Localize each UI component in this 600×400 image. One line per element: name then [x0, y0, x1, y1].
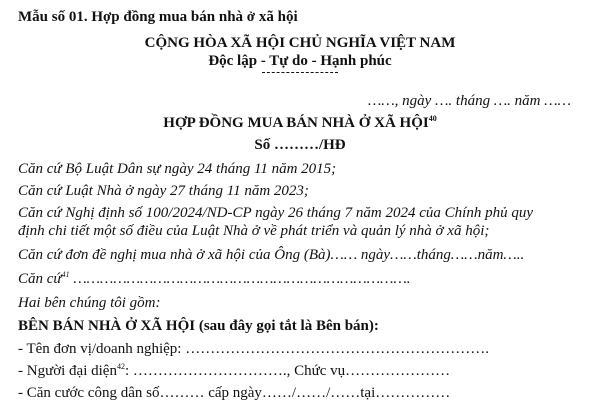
basis-line: Căn cứ Luật Nhà ở ngày 27 tháng 11 năm 2023; [18, 183, 309, 199]
sub-motto: Độc lập - Tự do - Hạnh phúc [208, 53, 392, 69]
id-card-line: - Căn cước công dân số……… cấp ngày……/……/……tại…………… [18, 385, 451, 400]
form-label: Mẫu số 01. Hợp đồng mua bán nhà ở xã hội [18, 9, 298, 25]
contract-number: Số ………/HĐ [254, 137, 346, 153]
seller-org-line: - Tên đơn vị/doanh nghiệp: ……………………………………………………. [18, 341, 489, 357]
contract-title [0, 114, 600, 132]
date-line: ……, ngày …. tháng …. năm …… [368, 93, 571, 109]
national-motto: CỘNG HÒA XÃ HỘI CHỦ NGHĨA VIỆT NAM [144, 35, 456, 51]
basis-line: Căn cứ đơn đề nghị mua nhà ở xã hội của Ông (Bà)…… ngày……tháng……năm….. [18, 247, 525, 263]
basis-line: Căn cứ Bộ Luật Dân sự ngày 24 tháng 11 năm 2015; [18, 161, 337, 177]
parties-intro: Hai bên chúng tôi gồm: [18, 295, 161, 311]
contract-title-text: HỢP ĐỒNG MUA BÁN NHÀ Ở XÃ HỘI [163, 115, 429, 131]
representative-label: - Người đại diện [18, 363, 117, 379]
seller-heading: BÊN BÁN NHÀ Ở XÃ HỘI (sau đây gọi tắt là Bên bán): [18, 318, 379, 334]
basis-last-label: Căn cứ [18, 271, 62, 287]
basis-footnote-marker: 41 [61, 270, 70, 279]
basis-last-dots: …………………………………………………………………. [69, 271, 411, 287]
representative-footnote-marker: 42 [116, 362, 125, 371]
motto-divider [262, 72, 338, 73]
title-footnote-marker: 40 [428, 114, 437, 123]
representative-rest: : …………………………., Chức vụ………………… [124, 363, 451, 379]
basis-line: Căn cứ Nghị định số 100/2024/ND-CP ngày 26 tháng 7 năm 2024 của Chính phủ quy [18, 205, 533, 221]
basis-line: định chi tiết một số điều của Luật Nhà ở về phát triển và quản lý nhà ở xã hội; [18, 223, 490, 239]
basis-line-last [18, 270, 411, 288]
representative-line [18, 362, 450, 380]
